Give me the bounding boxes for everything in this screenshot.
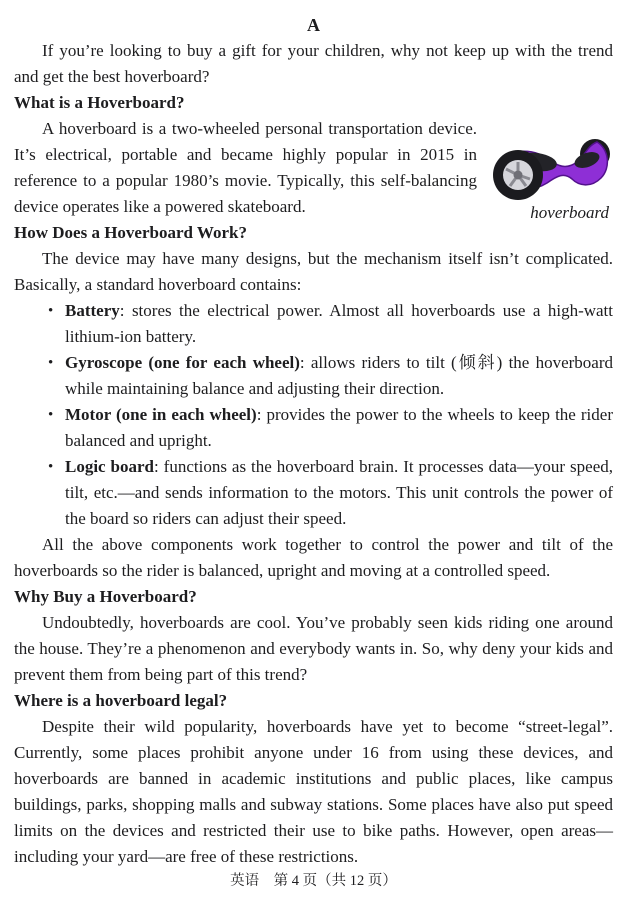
component-desc: : allows riders to tilt (倾斜) the hoverboard while maintaining balance and adjusting their direction.	[65, 353, 614, 398]
what-is-paragraph-block	[14, 116, 613, 220]
heading-why-buy: Why Buy a Hoverboard?	[14, 587, 197, 606]
heading-where-legal: Where is a hoverboard legal?	[14, 691, 228, 710]
component-term: Gyroscope (one for each wheel)	[65, 353, 300, 372]
why-buy-paragraph: Undoubtedly, hoverboards are cool. You’ve probably seen kids riding one around the house. They’re a phenomenon and everybody wants in. So, why deny your kids and prevent them from being part of this trend?	[14, 613, 613, 684]
component-list	[14, 298, 613, 532]
hoverboard-image	[485, 118, 613, 202]
bullet-icon: •	[48, 355, 54, 371]
intro-paragraph: If you’re looking to buy a gift for your children, why not keep up with the trend and get the best hoverboard?	[14, 41, 613, 86]
list-item-logic-board	[48, 454, 613, 532]
page-footer: 英语 第 4 页（共 12 页）	[230, 873, 397, 889]
figure-caption: hoverboard	[530, 203, 609, 222]
list-item-battery	[48, 298, 613, 350]
mechanism-paragraph: The device may have many designs, but the mechanism itself isn’t complicated. Basically, a standard hoverboard contains:	[14, 249, 613, 294]
left-wheel-icon	[493, 150, 543, 200]
heading-what-is-a-hoverboard: What is a Hoverboard?	[14, 93, 185, 112]
hoverboard-figure	[485, 118, 613, 224]
section-label: A	[307, 15, 320, 35]
component-term: Logic board	[65, 457, 155, 476]
component-desc: : functions as the hoverboard brain. It processes data—your speed, tilt, etc.—and sends information to the motors. This unit controls the power of the board so riders can adjust their speed.	[65, 457, 613, 528]
component-desc: : stores the electrical power. Almost all hoverboards use a high-watt lithium-ion battery.	[65, 301, 613, 346]
bullet-icon: •	[48, 303, 54, 319]
components-summary-paragraph: All the above components work together to control the power and tilt of the hoverboards so the rider is balanced, upright and moving at a controlled speed.	[14, 535, 613, 580]
list-item-gyroscope	[48, 350, 614, 402]
component-desc: : provides the power to the wheels to keep the rider balanced and upright.	[65, 405, 613, 450]
component-term: Battery	[65, 301, 120, 320]
list-item-motor	[48, 402, 613, 454]
heading-how-does-it-work: How Does a Hoverboard Work?	[14, 223, 247, 242]
bullet-icon: •	[48, 407, 54, 423]
what-is-paragraph: A hoverboard is a two-wheeled personal transportation device. It’s electrical, portable and became highly popular in 2015 in reference to a popular 1980’s movie. Typically, this self-balancing device operates like a powered skateboard.	[14, 119, 477, 216]
legality-paragraph: Despite their wild popularity, hoverboards have yet to become “street-legal”. Currently, some places prohibit anyone under 16 from using these devices, and hoverboards are banned in academic institutions and public places, like campus buildings, parks, shopping malls and subway stations. Some places have also put speed limits on the devices and restricted their use to bike paths. However, open areas—including your yard—are free of these restrictions.	[14, 717, 613, 866]
component-term: Motor (one in each wheel)	[65, 405, 257, 424]
bullet-icon: •	[48, 459, 54, 475]
